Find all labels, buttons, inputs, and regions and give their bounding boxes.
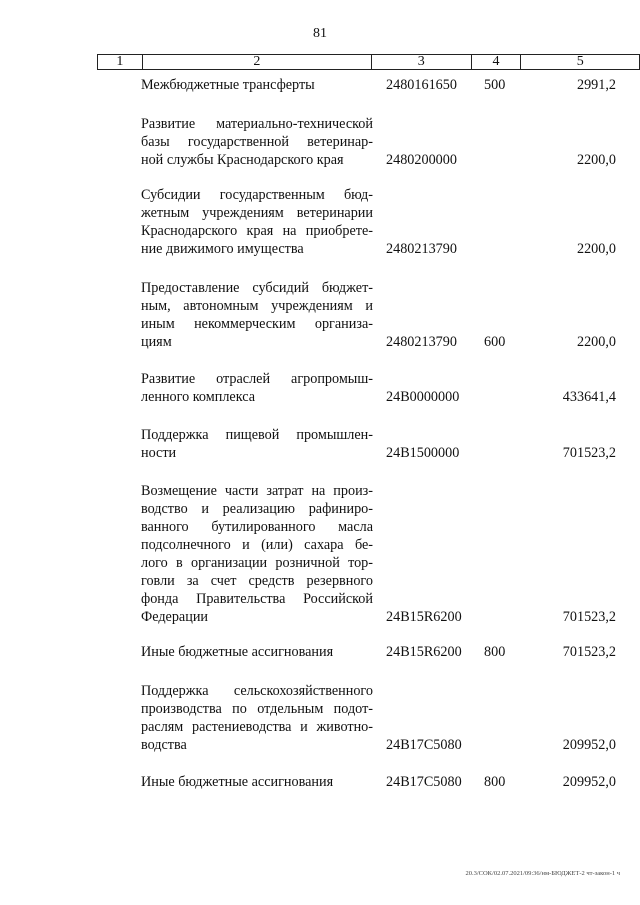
row-description: [141, 370, 373, 406]
description-line: водства: [141, 737, 187, 753]
row-description: [141, 76, 373, 94]
table-row: [0, 279, 640, 351]
description-line: производства по отдельным подот-: [141, 701, 373, 717]
classification-code: 24В15R6200: [386, 609, 462, 625]
description-line: ности: [141, 445, 177, 461]
column-header-1: 1: [98, 55, 143, 70]
classification-code: 2480200000: [386, 152, 457, 168]
description-line: Субсидии государственным бюд-: [141, 187, 373, 203]
amount-value: 701523,2: [562, 445, 616, 461]
table-row: [0, 426, 640, 462]
row-description: [141, 186, 373, 258]
table-row: [0, 186, 640, 258]
description-line: базы государственной ветеринар-: [141, 134, 373, 150]
description-line: Поддержка сельскохозяйственного: [141, 683, 373, 699]
column-header-2: 2: [142, 55, 371, 70]
description-line: раслям растениеводства и животно-: [141, 719, 373, 735]
classification-code: 24В1500000: [386, 445, 460, 461]
amount-value: 2200,0: [576, 334, 616, 350]
column-header-5: 5: [521, 55, 640, 70]
description-line: ванного бутилированного масла: [141, 519, 373, 535]
description-line: Предоставление субсидий бюджет-: [141, 280, 373, 296]
description-line: ным, автономным учреждениям и: [141, 298, 373, 314]
description-line: ленного комплекса: [141, 389, 256, 405]
expense-type-code: 500: [484, 77, 506, 93]
description-line: Возмещение части затрат на произ-: [141, 483, 373, 499]
description-line: водство и реализацию рафиниро-: [141, 501, 373, 517]
table-row: [0, 115, 640, 169]
description-line: циям: [141, 334, 172, 350]
amount-value: 701523,2: [562, 609, 616, 625]
description-line: Межбюджетные трансферты: [141, 77, 315, 93]
description-line: лого в организации розничной тор-: [141, 555, 373, 571]
classification-code: 2480161650: [386, 77, 457, 93]
description-line: говли за счет средств резервного: [141, 573, 373, 589]
row-description: [141, 773, 373, 791]
amount-value: 2991,2: [576, 77, 616, 93]
page-number: 81: [313, 26, 327, 41]
column-header-4: 4: [471, 55, 521, 70]
classification-code: 2480213790: [386, 334, 457, 350]
row-description: [141, 279, 373, 351]
description-line: подсолнечного и (или) сахара бе-: [141, 537, 373, 553]
column-header-3: 3: [371, 55, 471, 70]
classification-code: 24В17С5080: [386, 774, 462, 790]
classification-code: 24В15R6200: [386, 644, 462, 660]
amount-value: 209952,0: [562, 774, 616, 790]
description-line: ной службы Краснодарского края: [141, 152, 344, 168]
classification-code: 24В17С5080: [386, 737, 462, 753]
row-description: [141, 643, 373, 661]
table-row: [0, 370, 640, 406]
description-line: Иные бюджетные ассигнования: [141, 644, 334, 660]
amount-value: 2200,0: [576, 241, 616, 257]
amount-value: 209952,0: [562, 737, 616, 753]
column-header-row: [98, 55, 640, 70]
table-row: [0, 482, 640, 626]
document-footer-code: 20.3/СОК/02.07.2021/09:36/нм-БЮДЖЕТ-2 чт-закон-1 ч: [465, 870, 620, 877]
description-line: ние движимого имущества: [141, 241, 304, 257]
description-line: Развитие материально-технической: [141, 116, 373, 132]
description-line: Иные бюджетные ассигнования: [141, 774, 334, 790]
table-row: [0, 773, 640, 791]
description-line: фонда Правительства Российской: [141, 591, 373, 607]
description-line: Федерации: [141, 609, 209, 625]
column-header-table: [97, 54, 640, 70]
row-description: [141, 482, 373, 626]
classification-code: 2480213790: [386, 241, 457, 257]
table-row: [0, 682, 640, 754]
table-row: [0, 643, 640, 661]
description-line: жетным учреждениям ветеринарии: [141, 205, 373, 221]
amount-value: 701523,2: [562, 644, 616, 660]
amount-value: 433641,4: [562, 389, 616, 405]
expense-type-code: 800: [484, 644, 506, 660]
amount-value: 2200,0: [576, 152, 616, 168]
description-line: Поддержка пищевой промышлен-: [141, 427, 373, 443]
description-line: иным некоммерческим организа-: [141, 316, 373, 332]
row-description: [141, 426, 373, 462]
row-description: [141, 115, 373, 169]
table-row: [0, 76, 640, 94]
expense-type-code: 800: [484, 774, 506, 790]
expense-type-code: 600: [484, 334, 506, 350]
classification-code: 24В0000000: [386, 389, 460, 405]
description-line: Краснодарского края на приобрете-: [141, 223, 373, 239]
row-description: [141, 682, 373, 754]
description-line: Развитие отраслей агропромыш-: [141, 371, 373, 387]
